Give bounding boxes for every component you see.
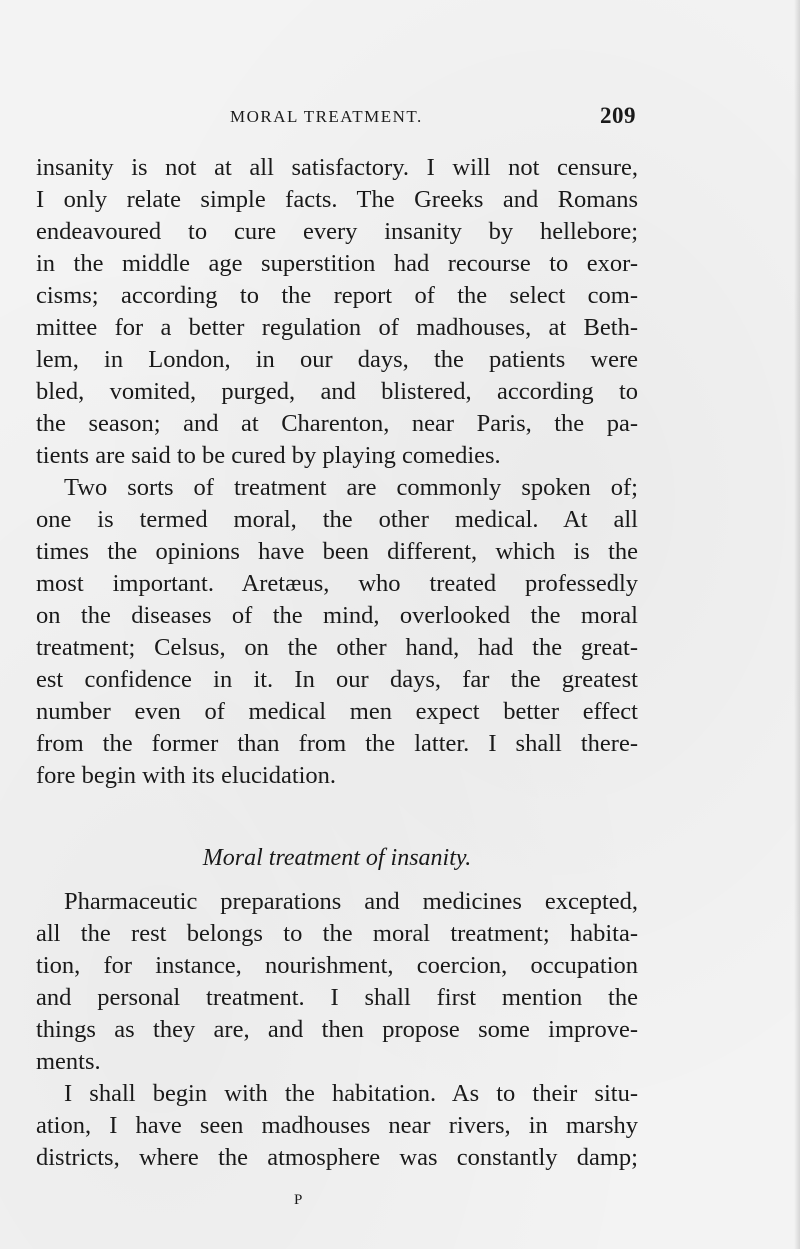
text-line: and personal treatment. I shall first mention the [36, 984, 638, 1011]
text-line: est confidence in it. In our days, far the greatest [36, 666, 638, 693]
text-line: in the middle age superstition had recourse to exor- [36, 250, 638, 277]
text-line: Pharmaceutic preparations and medicines excepted, [64, 888, 638, 915]
text-line: on the diseases of the mind, overlooked the moral [36, 602, 638, 629]
section-heading: Moral treatment of insanity. [202, 845, 472, 871]
text-line: I shall begin with the habitation. As to their situ- [64, 1080, 638, 1107]
text-line: tion, for instance, nourishment, coercion, occupation [36, 952, 638, 979]
paragraph-3 [36, 886, 638, 1078]
text-line: districts, where the atmosphere was constantly damp; [36, 1144, 638, 1171]
text-line: ments. [36, 1048, 101, 1075]
text-line: one is termed moral, the other medical. At all [36, 506, 638, 533]
text-line: most important. Aretæus, who treated professedly [36, 570, 638, 597]
text-line: things as they are, and then propose some improve- [36, 1016, 638, 1043]
text-line: number even of medical men expect better effect [36, 698, 638, 725]
text-line: I only relate simple facts. The Greeks and Romans [36, 186, 638, 213]
text-line: Two sorts of treatment are commonly spoken of; [64, 474, 638, 501]
body-text [36, 152, 638, 1174]
text-line: cisms; according to the report of the select com- [36, 282, 638, 309]
text-line: lem, in London, in our days, the patients were [36, 346, 638, 373]
text-line: insanity is not at all satisfactory. I will not censure, [36, 154, 638, 181]
text-line: ation, I have seen madhouses near rivers, in marshy [36, 1112, 638, 1139]
text-line: the season; and at Charenton, near Paris, the pa- [36, 410, 638, 437]
text-line: endeavoured to cure every insanity by hellebore; [36, 218, 638, 245]
page-number: 209 [600, 103, 636, 128]
paragraph-2 [36, 472, 638, 792]
text-line: times the opinions have been different, which is the [36, 538, 638, 565]
text-line: fore begin with its elucidation. [36, 762, 337, 789]
text-line: mittee for a better regulation of madhouses, at Beth- [36, 314, 638, 341]
text-line: bled, vomited, purged, and blistered, according to [36, 378, 638, 405]
signature-mark: P [294, 1192, 304, 1208]
paragraph-1 [36, 152, 638, 472]
running-title: MORAL TREATMENT. [230, 107, 423, 126]
text-line: treatment; Celsus, on the other hand, had the great- [36, 634, 638, 661]
running-head [36, 103, 636, 135]
text-line: tients are said to be cured by playing comedies. [36, 442, 501, 469]
text-line: from the former than from the latter. I shall there- [36, 730, 638, 757]
text-line: all the rest belongs to the moral treatment; habita- [36, 920, 638, 947]
paragraph-4 [36, 1078, 638, 1174]
